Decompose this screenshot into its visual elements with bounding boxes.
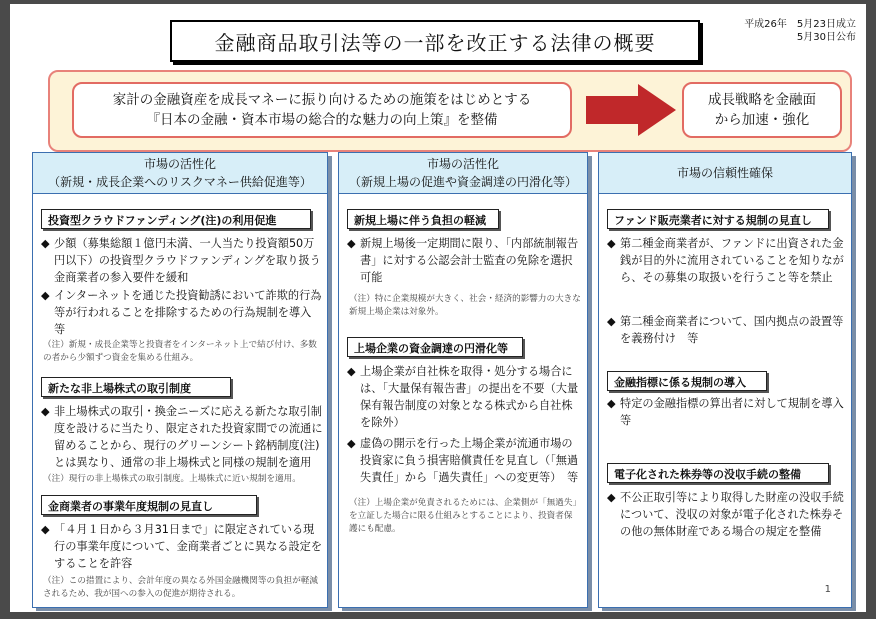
diamond-bullet-icon: ◆ (41, 237, 50, 250)
list-item: ◆ 上場企業が自社株を取得・処分する場合には、「大量保有報告書」の提出を不要（大量保有報告制度の対象となる株式から自社株を除外） (347, 365, 579, 429)
diamond-bullet-icon: ◆ (607, 491, 616, 504)
banner-policy-line2: 『日本の金融・資本市場の総合的な魅力の向上策』を整備 (146, 112, 498, 128)
date-promulgated: 5月30日公布 (796, 32, 856, 43)
banner-policy-box (72, 82, 572, 138)
page-title: 金融商品取引法等の一部を改正する法律の概要 (170, 20, 700, 62)
summary-banner (48, 70, 852, 152)
diamond-bullet-icon: ◆ (41, 289, 50, 302)
section-title: 投資型クラウドファンディング(注)の利用促進 (41, 209, 311, 229)
list-item: ◆ 第二種金商業者について、国内拠点の設置等を義務付け 等 (607, 315, 844, 345)
diamond-bullet-icon: ◆ (347, 365, 356, 378)
diamond-bullet-icon: ◆ (607, 237, 616, 250)
banner-goal-box (682, 82, 842, 138)
list-item: ◆ 不公正取引等により取得した財産の没収手続について、没収の対象が電子化された株券その他の無体財産である場合の規定を整備 (607, 491, 844, 538)
list-item: ◆ 非上場株式の取引・換金ニーズに応える新たな取引制度を設けるに当たり、限定された投資家間での流通に留めることから、現行のグリーンシート銘柄制度(注)とは異なり、通常の非上場株式と同様の規制を適用 (41, 405, 323, 469)
column-header (598, 152, 852, 194)
list-item: ◆ 虚偽の開示を行った上場企業が流通市場の投資家に負う損害賠償責任を見直し（「無過失責任」から「過失責任」への変更等） 等 (347, 437, 579, 484)
diamond-bullet-icon: ◆ (41, 405, 50, 418)
date-enacted: 平成26年 5月23日成立 (744, 19, 856, 30)
list-item: ◆ 第二種金商業者が、ファンドに出資された金銭が目的外に流用されていることを知りながら、その募集の取扱いを行うこと等を禁止 (607, 237, 844, 284)
footnote: （注）上場企業が免責されるためには、企業側が「無過失」を立証した場合に限る仕組みとすることにより、投資者保護にも配慮。 (349, 498, 577, 534)
section-title: 金商業者の事業年度規制の見直し (41, 495, 257, 515)
diamond-bullet-icon: ◆ (347, 437, 356, 450)
footnote: （注）現行の非上場株式の取引制度。上場株式に近い規制を適用。 (43, 474, 301, 484)
column-title: 市場の活性化 (426, 157, 499, 171)
section-title: 金融指標に係る規制の導入 (607, 371, 767, 391)
diamond-bullet-icon: ◆ (41, 523, 50, 536)
diamond-bullet-icon: ◆ (607, 315, 616, 328)
footnote: （注）この措置により、会計年度の異なる外国金融機関等の負担が軽減されるため、我が国への参入の促進が期待される。 (43, 576, 319, 599)
column-market-activation-1 (32, 152, 328, 608)
column-header (32, 152, 328, 194)
footnote: （注）特に企業規模が大きく、社会・経済的影響力の大きな新規上場企業は対象外。 (349, 294, 581, 317)
diamond-bullet-icon: ◆ (607, 397, 616, 410)
footnote: （注）新規・成長企業等と投資者をインターネット上で結び付け、多数の者から少額ずつ資金を集める仕組み。 (43, 340, 317, 363)
list-item: ◆ インターネットを通じた投資勧誘において詐欺的行為等が行われることを排除するための行為規制を導入 等 (41, 289, 323, 336)
banner-policy-line1: 家計の金融資産を成長マネーに振り向けるための施策をはじめとする (112, 92, 532, 108)
column-market-reliability (598, 152, 855, 608)
column-subtitle: （新規・成長企業へのリスクマネー供給促進等） (48, 175, 312, 189)
slide-page (10, 4, 866, 612)
column-subtitle: （新規上場の促進や資金調達の円滑化等） (348, 175, 577, 189)
right-arrow-icon (586, 84, 676, 136)
banner-goal-line2: から加速・強化 (714, 112, 810, 128)
section-title: ファンド販売業者に対する規制の見直し (607, 209, 829, 229)
list-item: ◆ 「４月１日から３月31日まで」に限定されている現行の事業年度について、金商業者ごとに異なる設定をすることを許容 (41, 523, 323, 570)
section-title: 新たな非上場株式の取引制度 (41, 377, 231, 397)
column-title: 市場の活性化 (143, 157, 216, 171)
list-item: ◆ 特定の金融指標の算出者に対して規制を導入 等 (607, 397, 855, 427)
column-header (338, 152, 588, 194)
page-number: 1 (824, 584, 831, 595)
section-title: 上場企業の資金調達の円滑化等 (347, 337, 523, 357)
diamond-bullet-icon: ◆ (347, 237, 356, 250)
list-item: ◆ 少額（募集総額１億円未満、一人当たり投資額50万円以下）の投資型クラウドファンディングを取り扱う金商業者の参入要件を緩和 (41, 237, 321, 284)
column-market-activation-2 (338, 152, 588, 608)
date-info (744, 18, 856, 44)
section-title: 電子化された株券等の没収手続の整備 (607, 463, 829, 483)
banner-goal-line1: 成長戦略を金融面 (708, 92, 816, 108)
list-item: ◆ 新規上場後一定期間に限り、「内部統制報告書」に対する公認会計士監査の免除を選択可能 (347, 237, 579, 284)
section-title: 新規上場に伴う負担の軽減 (347, 209, 499, 229)
column-title: 市場の信頼性確保 (676, 166, 773, 180)
